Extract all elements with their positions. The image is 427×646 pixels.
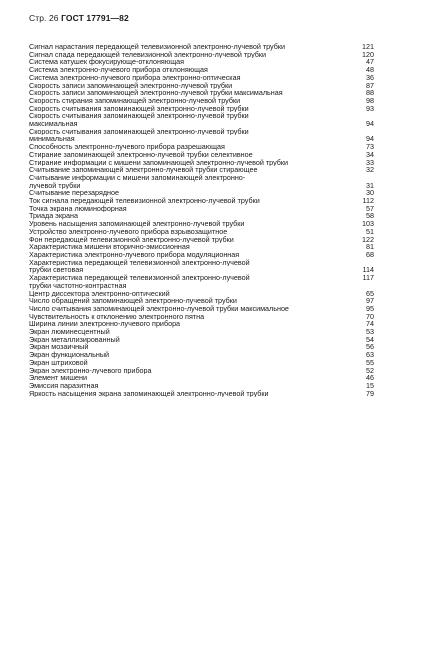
index-entry	[29, 159, 374, 167]
index-page-number: 87	[366, 80, 374, 90]
index-page-number: 117	[362, 273, 374, 283]
index-entry	[29, 174, 374, 182]
index-term: Экран штриховой	[29, 358, 88, 367]
index-entry	[29, 274, 374, 282]
index-entry	[29, 313, 374, 321]
index-page-number: 93	[366, 103, 374, 113]
index-page-number: 70	[366, 311, 374, 321]
index-page-number: 120	[362, 49, 374, 59]
index-term: Скорость записи запоминающей электронно-лучевой трубки максимальная	[29, 89, 283, 97]
index-term: Экран функциональный	[29, 351, 109, 359]
index-page-number: 47	[366, 57, 374, 67]
standard-number: ГОСТ 17791—82	[61, 13, 129, 23]
index-entry	[29, 290, 374, 298]
index-page-number: 98	[366, 95, 374, 105]
index-page-number: 74	[366, 319, 374, 329]
index-term: Экран металлизированный	[29, 335, 120, 344]
index-entry	[29, 328, 374, 336]
index-page-number: 97	[366, 296, 374, 306]
index-term: Эмиссия паразитная	[29, 381, 99, 390]
index-term: Экран мозаичный	[29, 343, 89, 352]
index-entry	[29, 120, 374, 128]
index-entry	[29, 105, 374, 113]
index-term: Число обращений запоминающей электронно-лучевой трубки	[29, 297, 237, 305]
index-entry	[29, 128, 374, 136]
index-page-number: 95	[366, 303, 374, 313]
index-page-number: 53	[366, 327, 374, 337]
index-term: Считывание запоминающей электронно-лучевой трубки стирающее	[29, 166, 258, 174]
index-term: Считывание перезарядное	[29, 189, 120, 198]
index-entry	[29, 243, 374, 251]
index-term: Скорость считывания запоминающей электронно-лучевой трубки	[29, 104, 249, 113]
index-page-number: 65	[366, 288, 374, 298]
index-page-number: 36	[366, 72, 374, 82]
index-page-number: 32	[366, 165, 374, 175]
index-page-number: 55	[366, 357, 374, 367]
index-term: Стирание информации с мишени запоминающей электронно-лучевой трубки	[29, 158, 289, 167]
index-entry	[29, 135, 374, 143]
index-page-number: 34	[366, 149, 374, 159]
index-term: Яркость насыщения экрана запоминающей электронно-лучевой трубки	[29, 389, 269, 398]
index-entry	[29, 66, 374, 74]
index-entry	[29, 151, 374, 159]
index-term: Считывание информации с мишени запоминающей электронно-	[29, 173, 246, 182]
index-page-number: 94	[366, 119, 374, 129]
index-term: Скорость записи запоминающей электронно-лучевой трубки	[29, 81, 233, 90]
index-page-number: 54	[366, 334, 374, 344]
index-page-number: 46	[366, 373, 374, 383]
index-entry	[29, 74, 374, 82]
index-page-number: 52	[366, 365, 374, 375]
index-page-number: 51	[366, 226, 374, 236]
index-page-number: 94	[366, 134, 374, 144]
index-entry	[29, 51, 374, 59]
index-page-number: 30	[366, 188, 374, 198]
index-term: Экран люминесцентный	[29, 328, 110, 336]
index-term: Стирание запоминающей электронно-лучевой трубки селективное	[29, 150, 253, 159]
index-term: Ширина линии электронно-лучевого прибора	[29, 320, 181, 329]
index-entry	[29, 236, 374, 244]
index-page-number: 88	[366, 88, 374, 98]
index-term: Устройство электронно-лучевого прибора взрывозащитное	[29, 227, 228, 236]
index-entry	[29, 212, 374, 220]
index-term: Чувствительность к отклонению электронного пятна	[29, 312, 205, 321]
index-term: Характеристика передающей телевизионной электронно-лучевой	[29, 258, 250, 267]
index-term: минимальная	[29, 135, 75, 144]
index-term: Система катушек фокусирующе-отклоняющая	[29, 58, 185, 67]
index-page-number: 48	[366, 65, 374, 75]
index-page-number: 15	[366, 380, 374, 390]
index-term: Система электронно-лучевого прибора отклоняющая	[29, 66, 208, 74]
page-header	[29, 13, 129, 23]
index-entry	[29, 89, 374, 97]
index-entry	[29, 374, 374, 382]
index-entry	[29, 182, 374, 190]
index-page-number: 31	[366, 180, 374, 190]
index-entry	[29, 189, 374, 197]
index-term: Уровень насыщения запоминающей электронно-лучевой трубки	[29, 220, 245, 228]
index-entry	[29, 320, 374, 328]
index-term: Характеристика передающей телевизионной электронно-лучевой	[29, 274, 250, 282]
index-entry	[29, 359, 374, 367]
index-entry	[29, 343, 374, 351]
index-term: Скорость считывания запоминающей электронно-лучевой трубки	[29, 127, 249, 136]
index-entry	[29, 112, 374, 120]
index-entry	[29, 251, 374, 259]
index-page-number: 56	[366, 342, 374, 352]
index-term: Элемент мишени	[29, 374, 88, 382]
index-term: Сигнал спада передающей телевизионной электронно-лучевой трубки	[29, 50, 267, 59]
index-term: Характеристика электронно-лучевого прибора модуляционная	[29, 250, 240, 259]
index-entry	[29, 220, 374, 228]
index-term: трубки частотно-контрастная	[29, 281, 127, 290]
index-entry	[29, 82, 374, 90]
index-entry	[29, 143, 374, 151]
index-list	[29, 43, 374, 397]
index-term: Скорость считывания запоминающей электронно-лучевой трубки	[29, 112, 249, 121]
index-page-number: 112	[362, 196, 374, 206]
index-entry	[29, 367, 374, 375]
index-page-number: 73	[366, 142, 374, 152]
index-term: Ток сигнала передающей телевизионной электронно-лучевой трубки	[29, 197, 260, 205]
index-term: Система электронно-лучевого прибора электронно-оптическая	[29, 73, 241, 82]
index-page-number: 57	[366, 203, 374, 213]
index-term: Способность электронно-лучевого прибора разрешающая	[29, 143, 225, 151]
index-page-number: 114	[362, 265, 374, 275]
index-term: трубки световая	[29, 266, 84, 275]
index-term: Характеристика мишени вторично-эмиссионная	[29, 243, 190, 251]
index-term: Точка экрана люминофорная	[29, 204, 127, 213]
index-entry	[29, 390, 374, 398]
index-term: Центр диссектора электронно-оптический	[29, 289, 170, 298]
index-term: Сигнал нарастания передающей телевизионной электронно-лучевой трубки	[29, 43, 285, 51]
index-entry	[29, 382, 374, 390]
index-entry	[29, 43, 374, 51]
index-page-number: 121	[362, 42, 374, 51]
index-entry	[29, 297, 374, 305]
index-page-number: 68	[366, 249, 374, 259]
index-entry	[29, 97, 374, 105]
index-page-number: 122	[362, 234, 374, 244]
index-entry	[29, 282, 374, 290]
index-entry	[29, 259, 374, 267]
index-entry	[29, 305, 374, 313]
index-entry	[29, 205, 374, 213]
index-entry	[29, 228, 374, 236]
index-entry	[29, 351, 374, 359]
page-number: Стр. 26	[29, 13, 59, 23]
index-term: лучевой трубки	[29, 181, 81, 190]
index-page-number: 58	[366, 211, 374, 221]
index-entry	[29, 166, 374, 174]
index-page-number: 79	[366, 388, 374, 398]
index-term: Экран электронно-лучевого прибора	[29, 366, 152, 375]
index-page-number: 81	[366, 242, 374, 252]
index-term: Число считывания запоминающей электронно-лучевой трубки максимальное	[29, 304, 289, 313]
index-term: Триада экрана	[29, 212, 78, 221]
index-term: Скорость стирания запоминающей электронно-лучевой трубки	[29, 96, 241, 105]
index-entry	[29, 336, 374, 344]
index-page-number: 103	[362, 219, 374, 229]
index-entry	[29, 58, 374, 66]
index-term: максимальная	[29, 120, 78, 128]
index-page-number: 33	[366, 157, 374, 167]
index-page-number: 63	[366, 350, 374, 360]
index-entry	[29, 266, 374, 274]
index-term: Фон передающей телевизионной электронно-лучевой трубки	[29, 235, 234, 244]
index-entry	[29, 197, 374, 205]
